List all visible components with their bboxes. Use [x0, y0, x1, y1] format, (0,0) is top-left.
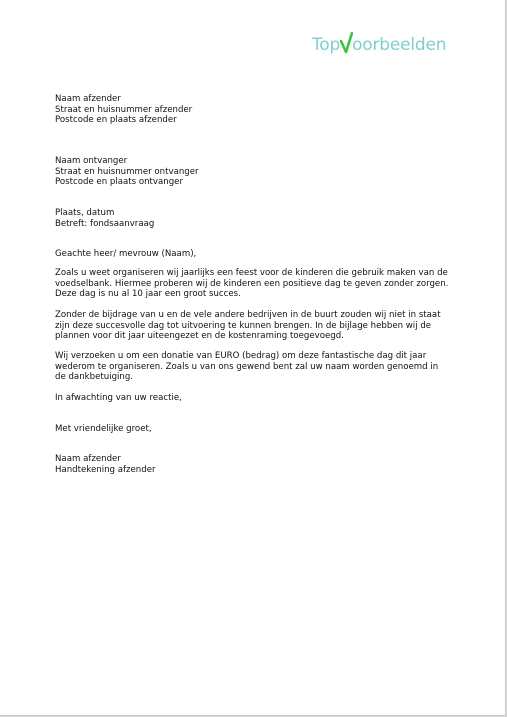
paragraph-text: In afwachting van uw reactie,	[55, 393, 182, 403]
logo-text-after: oorbeelden	[352, 35, 447, 55]
recipient-address	[55, 156, 450, 188]
sender-postal: Postcode en plaats afzender	[55, 115, 177, 126]
recipient-name: Naam ontvanger	[55, 156, 128, 166]
topvoorbeelden-logo	[312, 32, 446, 58]
sender-name: Naam afzender	[55, 94, 121, 104]
paragraph-text: Zonder de bijdrage van u en de vele andere bedrijven in de buurt zouden wij niet in staat zijn deze succesvolle dag tot uitvoering te kunnen brengen. In de bijlage hebben wij de plannen voor dit jaar uiteengezet en de kostenraming toegevoegd.	[55, 310, 441, 342]
body-paragraph-2	[55, 310, 450, 342]
letter-meta	[55, 208, 450, 229]
body-paragraph-3	[55, 351, 450, 383]
sender-street: Straat en huisnummer afzender	[55, 104, 193, 115]
sender-address	[55, 94, 450, 126]
salutation-text: Geachte heer/ mevrouw (Naam),	[55, 249, 197, 259]
body-paragraph-1	[55, 268, 450, 300]
subject-line: Betreft: fondsaanvraag	[55, 218, 155, 229]
paragraph-text: Zoals u weet organiseren wij jaarlijks een feest voor de kinderen die gebruik maken van de voedselbank. Hiermee proberen wij de kinderen een positieve dag te geven zonder zorgen. Deze dag is nu al 10 jaar een groot succes.	[55, 268, 449, 300]
recipient-street: Straat en huisnummer ontvanger	[55, 166, 199, 177]
body-paragraph-4	[55, 393, 450, 404]
signature-sign: Handtekening afzender	[55, 464, 156, 475]
place-date: Plaats, datum	[55, 208, 115, 218]
logo-text-before: Top	[312, 35, 341, 55]
recipient-postal: Postcode en plaats ontvanger	[55, 177, 184, 188]
signature-name: Naam afzender	[55, 454, 121, 464]
signature-block	[55, 454, 450, 475]
salutation	[55, 249, 450, 260]
paragraph-text: Wij verzoeken u om een donatie van EURO (bedrag) om deze fantastische dag dit jaar wederom te organiseren. Zoals u van ons gewend bent zal uw naam worden genoemd in de dankbetuiging.	[55, 351, 439, 383]
closing	[55, 424, 450, 435]
closing-text: Met vriendelijke groet,	[55, 424, 152, 434]
